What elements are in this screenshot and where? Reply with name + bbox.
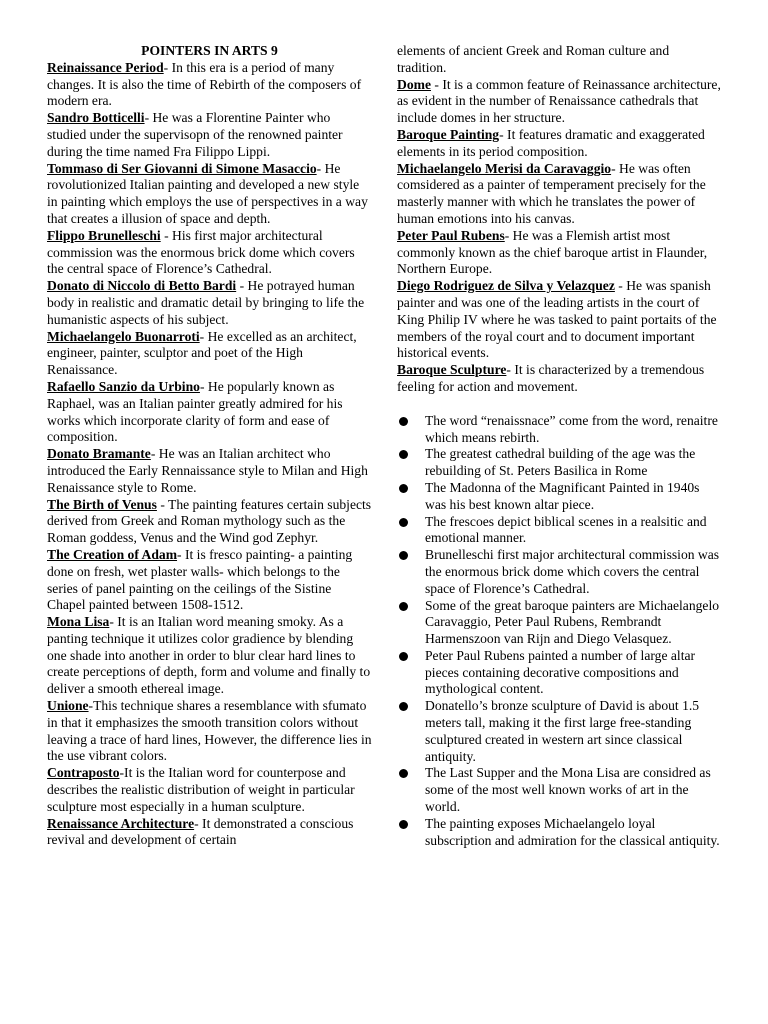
entry-rubens: Peter Paul Rubens- He was a Flemish artist most commonly known as the chief baroque artist in Flaunder, Northern Europe.: [397, 227, 708, 277]
entry-term: Mona Lisa: [47, 614, 110, 630]
list-item: The frescoes depict biblical scenes in a realsitic and emotional manner.: [397, 514, 721, 548]
entry-raphael: Rafaello Sanzio da Urbino- He popularly known as Raphael, was an Italian painter greatly admired for his works which incorporate clarity of form and ease of composition.: [47, 378, 343, 445]
entry-mona-lisa: Mona Lisa- It is an Italian word meaning smoky. As a panting technique it utilizes color gradience by blending one shade into another in order to blur clear hard lines to create perceptions of depth, form and volume and finally to deliver a smooth ethereal image.: [47, 614, 371, 697]
entry-term: Baroque Sculpture: [397, 362, 507, 378]
entry-birth-of-venus: The Birth of Venus - The painting features certain subjects derived from Greek and Roman mythology such as the Roman goddess, Venus and the Wind god Zephyr.: [47, 496, 372, 546]
entry-text: He potrayed human body in realistic and dramatic detail by bringing to life the humanistic aspects of his subject.: [47, 278, 365, 327]
list-item: Peter Paul Rubens painted a number of large altar pieces containing decorative compositions and mythological content.: [397, 648, 721, 698]
entry-baroque-painting: Baroque Painting- It features dramatic and exaggerated elements in its period composition.: [397, 126, 705, 159]
bullet-icon: [399, 820, 408, 829]
entry-text: In this era is a period of many changes. It is also the time of Rebirth of the composers of modern era.: [47, 59, 362, 109]
entry-term: Michaelangelo Merisi da Caravaggio: [397, 160, 612, 176]
entry-term: Flippo Brunelleschi: [47, 227, 161, 243]
entry-term: The Creation of Adam: [47, 546, 178, 562]
bullet-icon: [399, 652, 408, 661]
entry-term: Donato Bramante: [47, 446, 151, 462]
entry-term: Contraposto: [47, 765, 120, 781]
entry-text: It is an Italian word meaning smoky. As a panting technique it utilizes color gradience by blending one shade into another in order to blur clear hard lines to create perceptions of depth, form and volume and finally to deliver a smooth ethereal image.: [47, 614, 371, 697]
list-item: The Madonna of the Magnificant Painted in 1940s was his best known altar piece.: [397, 480, 721, 514]
list-item: Some of the great baroque painters are Michaelangelo Caravaggio, Peter Paul Rubens, Rembrandt Harmenszoon van Rijn and Diego Velasquez.: [397, 598, 721, 648]
entry-dome: Dome - It is a common feature of Reinassance architecture, as evident in the number of Renaissance cathedrals that include domes in her structure.: [397, 76, 721, 126]
entry-text: It is the Italian word for counterpose and describes the realistic distribution of weight in particular sculpture most especially in a human sculpture.: [47, 765, 355, 814]
entry-term: The Birth of Venus: [47, 496, 157, 512]
list-item: Brunelleschi first major architectural commission was the enormous brick dome which covers the central space of Florence’s Cathedral.: [397, 547, 721, 597]
entry-masaccio: Tommaso di Ser Giovanni di Simone Masaccio- He rovolutionized Italian painting and developed a new style in painting which employs the use of perspectives in a way that creates a illusion of space and depth.: [47, 160, 368, 226]
entry-text: It is a common feature of Reinassance architecture, as evident in the number of Renaissance cathedrals that include domes in her structure.: [397, 76, 721, 126]
entry-continuation: elements of ancient Greek and Roman culture and tradition.: [397, 43, 670, 75]
entry-bramante: Donato Bramante- He was an Italian architect who introduced the Early Rennaissance style to Milan and High Renaissance style to Rome.: [47, 446, 368, 495]
entry-term: Peter Paul Rubens: [397, 227, 505, 243]
entry-michaelangelo: Michaelangelo Buonarroti- He excelled as an architect, engineer, painter, sculptor and poet of the High Renaissance.: [47, 328, 357, 378]
entry-term: Michaelangelo Buonarroti: [47, 328, 200, 344]
entry-text: This technique shares a resemblance with sfumato in that it emphasizes the smooth transition colors without leaving a trace of hard lines, However, the difference lies in the use vibrant colors.: [47, 698, 372, 764]
entry-sandro-botticelli: Sandro Botticelli- He was a Florentine Painter who studied under the supervisopn of the renowned painter during the time named Fra Filippo Lippi.: [47, 110, 343, 159]
bullet-icon: [399, 551, 408, 560]
entry-text: It features dramatic and exaggerated elements in its period composition.: [397, 126, 705, 159]
entry-term: Diego Rodriguez de Silva y Velazquez: [397, 278, 615, 294]
entry-text: He popularly known as Raphael, was an Italian painter greatly admired for his works which incorporate clarity of form and ease of composition.: [47, 378, 343, 445]
entry-term: Reinaissance Period: [47, 59, 164, 75]
entry-term: Sandro Botticelli: [47, 110, 145, 126]
bullet-icon: [399, 417, 408, 426]
entry-velazquez: Diego Rodriguez de Silva y Velazquez - He was spanish painter and was one of the leading artists in the court of King Philip IV where he was tasked to paint portaits of the members of the royal court and to document important historical events.: [397, 278, 717, 361]
entry-baroque-sculpture: Baroque Sculpture- It is characterized by a tremendous feeling for action and movement.: [397, 362, 705, 394]
entry-text: He was often comsidered as a painter of temperament precisely for the masterly manner with which he translates the power of human emotions into his canvas.: [397, 160, 706, 226]
entry-text: He was a Flemish artist most commonly known as the chief baroque artist in Flaunder, Northern Europe.: [397, 227, 708, 277]
left-column: [47, 43, 372, 849]
entry-term: Rafaello Sanzio da Urbino: [47, 378, 200, 394]
right-column: [397, 43, 721, 849]
entry-text: He was spanish painter and was one of the leading artists in the court of King Philip IV where he was tasked to paint portaits of the members of the royal court and to document important historical events.: [397, 278, 717, 361]
list-item: The word “renaissnace” come from the word, renaitre which means rebirth.: [397, 413, 721, 447]
entry-text: He rovolutionized Italian painting and developed a new style in painting which employs the use of perspectives in a way that creates a illusion of space and depth.: [47, 160, 368, 226]
entry-text: It is fresco painting- a painting done on fresh, wet plaster walls- which belongs to the series of panel painting on the ceilings of the Sistine Chapel painted between 1508-1512.: [47, 546, 353, 613]
entry-term: Tommaso di Ser Giovanni di Simone Masaccio: [47, 160, 317, 176]
entry-text: The painting features certain subjects derived from Greek and Roman mythology such as the Roman goddess, Venus and the Wind god Zephyr.: [47, 496, 372, 546]
entry-donatello: Donato di Niccolo di Betto Bardi - He potrayed human body in realistic and dramatic detail by bringing to life the humanistic aspects of his subject.: [47, 278, 365, 327]
entry-term: Renaissance Architecture: [47, 815, 195, 831]
list-item: The Last Supper and the Mona Lisa are considred as some of the most well known works of art in the world.: [397, 765, 721, 815]
bullet-icon: [399, 602, 408, 611]
entry-creation-of-adam: The Creation of Adam- It is fresco painting- a painting done on fresh, wet plaster walls- which belongs to the series of panel painting on the ceilings of the Sistine Chapel painted between 1508-1512.: [47, 546, 353, 613]
list-item: Donatello’s bronze sculpture of David is about 1.5 meters tall, making it the first large free-standing sculptured created in western art since classical antiquity.: [397, 698, 721, 765]
entry-text: His first major architectural commission was the enormous brick dome which covers the central space of Florence’s Cathedral.: [47, 227, 355, 277]
bullet-icon: [399, 484, 408, 493]
list-item: The painting exposes Michaelangelo loyal subscription and admiration for the classical antiquity.: [397, 816, 721, 850]
bullet-icon: [399, 518, 408, 527]
entry-caravaggio: Michaelangelo Merisi da Caravaggio- He was often comsidered as a painter of temperament precisely for the masterly manner with which he translates the power of human emotions into his canvas.: [397, 160, 706, 226]
entry-renaissance-architecture: Renaissance Architecture- It demonstrated a conscious revival and development of certain: [47, 815, 354, 848]
entry-text: He was a Florentine Painter who studied under the supervisopn of the renowned painter during the time named Fra Filippo Lippi.: [47, 110, 343, 159]
entry-text: It is characterized by a tremendous feeling for action and movement.: [397, 362, 705, 394]
facts-list: [397, 413, 721, 850]
entry-contraposto: Contraposto-It is the Italian word for counterpose and describes the realistic distribution of weight in particular sculpture most especially in a human sculpture.: [47, 765, 355, 814]
entry-text: He was an Italian architect who introduced the Early Rennaissance style to Milan and High Renaissance style to Rome.: [47, 446, 368, 495]
list-item: The greatest cathedral building of the age was the rebuilding of St. Peters Basilica in Rome: [397, 446, 721, 480]
entry-term: Unione: [47, 698, 89, 714]
page-title: POINTERS IN ARTS 9: [141, 43, 278, 58]
entry-unione: Unione-This technique shares a resemblance with sfumato in that it emphasizes the smooth transition colors without leaving a trace of hard lines, However, the difference lies in the use vibrant colors.: [47, 698, 372, 764]
entry-term: Baroque Painting: [397, 126, 500, 142]
bullet-icon: [399, 450, 408, 459]
entry-term: Dome: [397, 76, 431, 92]
entry-text: He excelled as an architect, engineer, painter, sculptor and poet of the High Renaissance.: [47, 328, 357, 378]
bullet-icon: [399, 702, 408, 711]
bullet-icon: [399, 769, 408, 778]
entry-term: Donato di Niccolo di Betto Bardi: [47, 278, 237, 294]
entry-renaissance-period: Reinaissance Period- In this era is a period of many changes. It is also the time of Rebirth of the composers of modern era.: [47, 59, 362, 109]
entry-text: It demonstrated a conscious revival and development of certain: [47, 815, 354, 848]
entry-brunelleschi: Flippo Brunelleschi - His first major architectural commission was the enormous brick dome which covers the central space of Florence’s Cathedral.: [47, 227, 355, 277]
